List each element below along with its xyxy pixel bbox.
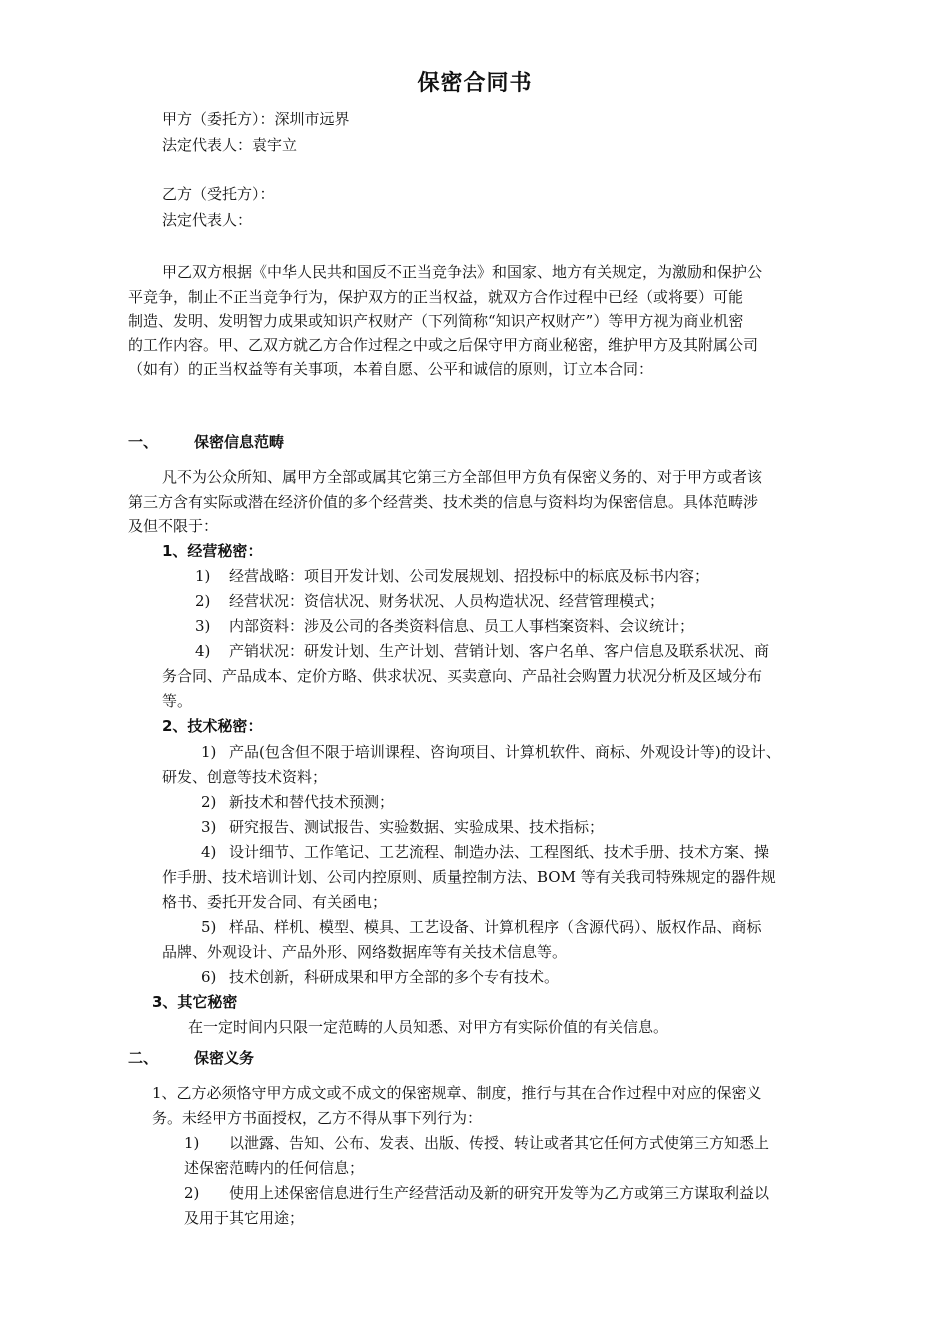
item-text: 品牌、外观设计、产品外形、网络数据库等有关技术信息等。 bbox=[162, 943, 568, 961]
section-number: 二、 bbox=[128, 1049, 159, 1067]
item-number: 3) bbox=[195, 617, 211, 635]
item-text: 格书、委托开发合同、有关函电； bbox=[162, 893, 388, 911]
item-text: 样品、样机、模型、模具、工艺设备、计算机程序（含源代码）、版权作品、商标 bbox=[229, 918, 762, 936]
party-b-representative: 法定代表人： bbox=[162, 211, 253, 229]
item-text: 研发、创意等技术资料； bbox=[162, 768, 328, 786]
item-text: 经营状况：资信状况、财务状况、人员构造状况、经营管理模式； bbox=[229, 592, 665, 610]
item-text: 产销状况：研发计划、生产计划、营销计划、客户名单、客户信息及联系状况、商 bbox=[229, 642, 770, 660]
paragraph-line: 1、乙方必须恪守甲方成文或不成文的保密规章、制度，推行与其在合作过程中对应的保密义 bbox=[152, 1084, 762, 1102]
item-text: 新技术和替代技术预测； bbox=[229, 793, 395, 811]
item-text: 设计细节、工作笔记、工艺流程、制造办法、工程图纸、技术手册、技术方案、操 bbox=[229, 843, 770, 861]
intro-line: 平竞争，制止不正当竞争行为，保护双方的正当权益，就双方合作过程中已经（或将要）可能 bbox=[128, 288, 744, 306]
item-number: 2) bbox=[184, 1184, 200, 1202]
item-number: 6) bbox=[201, 968, 217, 986]
subsection-text: 在一定时间内只限一定范畴的人员知悉、对甲方有实际价值的有关信息。 bbox=[188, 1018, 669, 1036]
item-text: 经营战略：项目开发计划、公司发展规划、招投标中的标底及标书内容； bbox=[229, 567, 710, 585]
item-text: 产品(包含但不限于培训课程、咨询项目、计算机软件、商标、外观设计等)的设计、 bbox=[229, 743, 781, 761]
section-intro-line: 凡不为公众所知、属甲方全部或属其它第三方全部但甲方负有保密义务的、对于甲方或者该 bbox=[162, 468, 763, 486]
item-text: 技术创新，科研成果和甲方全部的多个专有技术。 bbox=[229, 968, 560, 986]
document-title: 保密合同书 bbox=[417, 71, 533, 96]
item-text: 研究报告、测试报告、实验数据、实验成果、技术指标； bbox=[229, 818, 605, 836]
party-b: 乙方（受托方）： bbox=[162, 185, 275, 203]
item-number: 5) bbox=[201, 918, 217, 936]
section-intro-line: 第三方含有实际或潜在经济价值的多个经营类、技术类的信息与资料均为保密信息。具体范畴涉 bbox=[128, 493, 759, 511]
section-number: 一、 bbox=[128, 433, 159, 451]
item-number: 1) bbox=[195, 567, 211, 585]
item-number: 4) bbox=[201, 843, 217, 861]
item-number: 3) bbox=[201, 818, 217, 836]
subsection-heading: 2、技术秘密： bbox=[162, 717, 263, 735]
item-text: 及用于其它用途； bbox=[184, 1209, 305, 1227]
item-text: 作手册、技术培训计划、公司内控原则、质量控制方法、BOM 等有关我司特殊规定的器件规 bbox=[162, 868, 776, 886]
item-number: 4) bbox=[195, 642, 211, 660]
section-title: 保密义务 bbox=[194, 1049, 255, 1067]
item-text: 务合同、产品成本、定价方略、供求状况、买卖意向、产品社会购置力状况分析及区域分布 bbox=[162, 667, 763, 685]
item-text: 内部资料：涉及公司的各类资料信息、员工人事档案资料、会议统计； bbox=[229, 617, 695, 635]
item-number: 1) bbox=[201, 743, 217, 761]
intro-line: （如有）的正当权益等有关事项，本着自愿、公平和诚信的原则，订立本合同： bbox=[128, 360, 654, 378]
item-text: 以泄露、告知、公布、发表、出版、传授、转让或者其它任何方式使第三方知悉上 bbox=[229, 1134, 770, 1152]
subsection-heading: 1、经营秘密： bbox=[162, 542, 263, 560]
intro-line: 的工作内容。甲、乙双方就乙方合作过程之中或之后保守甲方商业秘密，维护甲方及其附属公司 bbox=[128, 336, 759, 354]
party-a-representative: 法定代表人：袁宇立 bbox=[162, 136, 298, 154]
item-number: 2) bbox=[201, 793, 217, 811]
intro-line: 制造、发明、发明智力成果或知识产权财产（下列简称“知识产权财产”）等甲方视为商业机密 bbox=[128, 312, 744, 330]
section-title: 保密信息范畴 bbox=[194, 433, 285, 451]
paragraph-line: 务。未经甲方书面授权，乙方不得从事下列行为： bbox=[152, 1109, 483, 1127]
item-text: 述保密范畴内的任何信息； bbox=[184, 1159, 365, 1177]
item-number: 2) bbox=[195, 592, 211, 610]
section-intro-line: 及但不限于： bbox=[128, 517, 219, 535]
item-text: 等。 bbox=[162, 692, 193, 710]
item-text: 使用上述保密信息进行生产经营活动及新的研究开发等为乙方或第三方谋取利益以 bbox=[229, 1184, 770, 1202]
item-number: 1) bbox=[184, 1134, 200, 1152]
subsection-heading: 3、其它秘密 bbox=[152, 993, 238, 1011]
intro-line: 甲乙双方根据《中华人民共和国反不正当竞争法》和国家、地方有关规定，为激励和保护公 bbox=[162, 263, 763, 281]
party-a: 甲方（委托方）：深圳市远界 bbox=[162, 110, 350, 128]
